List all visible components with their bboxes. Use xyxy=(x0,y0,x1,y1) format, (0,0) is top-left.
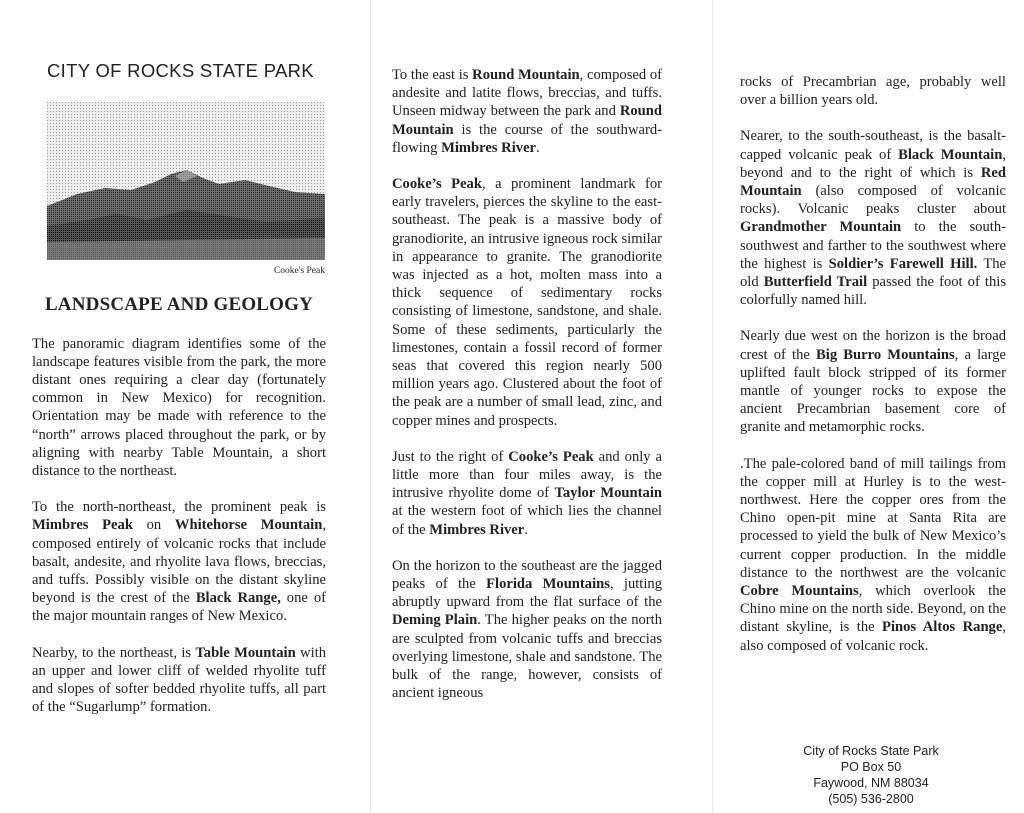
park-title: CITY OF ROCKS STATE PARK xyxy=(47,60,314,81)
photo-caption: Cooke's Peak xyxy=(273,266,325,277)
paragraph: .The pale-colored band of mill tailings from the copper mill at Hurley is to the west-northwest. Here the copper ores from the Chino open-pit mine at Santa Rita are processed to yield the bulk of New Mexico’s current copper production. In the middle distance to the northwest are the volcanic Cobre Mountains, which overlook the Chino mine on the north side. Beyond, on the distant skyline, is the Pinos Altos Range, also composed of volcanic rock. xyxy=(740,455,1006,654)
panel-fold-line xyxy=(712,0,713,813)
mountain-photo xyxy=(47,102,325,260)
paragraph: Nearly due west on the horizon is the broad crest of the Big Burro Mountains, a large uplifted fault block stripped of its former mantle of younger rocks to expose the ancient Precambrian basement core of granite and metamorphic rocks. xyxy=(740,328,1006,436)
paragraph: Nearby, to the northeast, is Table Mountain with an upper and lower cliff of welded rhyolite tuff and slopes of softer bedded rhyolite tuffs, all part of the “Sugarlump” formation. xyxy=(32,644,327,716)
paragraph: Just to the right of Cooke’s Peak and only a little more than four miles away, is the intrusive rhyolite dome of Taylor Mountain at the western foot of which lies the channel of the Mimbres River. xyxy=(392,448,662,538)
paragraph: Cooke’s Peak, a prominent landmark for early travelers, pierces the skyline to the east-southeast. The peak is a massive body of granodiorite, an intrusive igneous rock similar in appearance to granite. The granodiorite was injected as a hot, molten mass into a thick sequence of sedimentary rocks consisting of limestone, sandstone, and shale. Some of these sediments, particularly the limestones, contain a fossil record of former seas that covered this region nearly 500 million years ago. Clustered about the foot of the peak are a number of small lead, zinc, and copper mines and prospects. xyxy=(392,176,662,429)
paragraph: Nearer, to the south-southeast, is the basalt-capped volcanic peak of Black Mountain, beyond and to the right of which is Red Mountain (also composed of volcanic rocks). Volcanic peaks cluster about Grandmother Mountain to the south-southwest and farther to the southwest where the highest is Soldier’s Farewell Hill. The old Butterfield Trail passed the foot of this colorfully named hill. xyxy=(740,128,1007,309)
address-line: City of Rocks State Park xyxy=(803,744,939,758)
panel-middle xyxy=(392,66,662,703)
photo-figure xyxy=(47,102,325,280)
address-line: (505) 536-2800 xyxy=(828,792,914,806)
paragraph: To the north-northeast, the prominent peak is Mimbres Peak on Whitehorse Mountain, composed entirely of volcanic rocks that include basalt, andesite, and rhyolite lava flows, breccias, and tuffs. Possibly visible on the distant skyline beyond is the crest of the Black Range, one of the major mountain ranges of New Mexico. xyxy=(32,499,326,625)
paragraph: To the east is Round Mountain, composed of andesite and latite flows, breccias, and tuffs. Unseen midway between the park and Round Mountain is the course of the southward-flowing Mimbres River. xyxy=(392,67,662,156)
paragraph: The panoramic diagram identifies some of the landscape features visible from the park, the more distant ones requiring a clear day (fortunately common in New Mexico) for recognition. Orientation may be made with reference to the “north” arrows placed throughout the park, or by aligning with nearby Table Mountain, a short distance to the northeast. xyxy=(32,335,326,480)
paragraph: On the horizon to the southeast are the jagged peaks of the Florida Mountains, jutting abruptly upward from the flat surface of the Deming Plain. The higher peaks on the north are sculpted from volcanic tuffs and breccias overlying limestone, shale and sandstone. The bulk of the range, however, consists of ancient igneous xyxy=(392,557,663,702)
panel-fold-line xyxy=(370,0,371,813)
panel-right xyxy=(740,73,1006,655)
paragraph: rocks of Precambrian age, probably well over a billion years old. xyxy=(740,74,1006,109)
contact-address xyxy=(760,743,982,807)
address-line: Faywood, NM 88034 xyxy=(813,776,929,790)
panel-left xyxy=(32,62,326,716)
section-heading: LANDSCAPE AND GEOLOGY xyxy=(44,294,314,316)
address-line: PO Box 50 xyxy=(840,760,902,774)
